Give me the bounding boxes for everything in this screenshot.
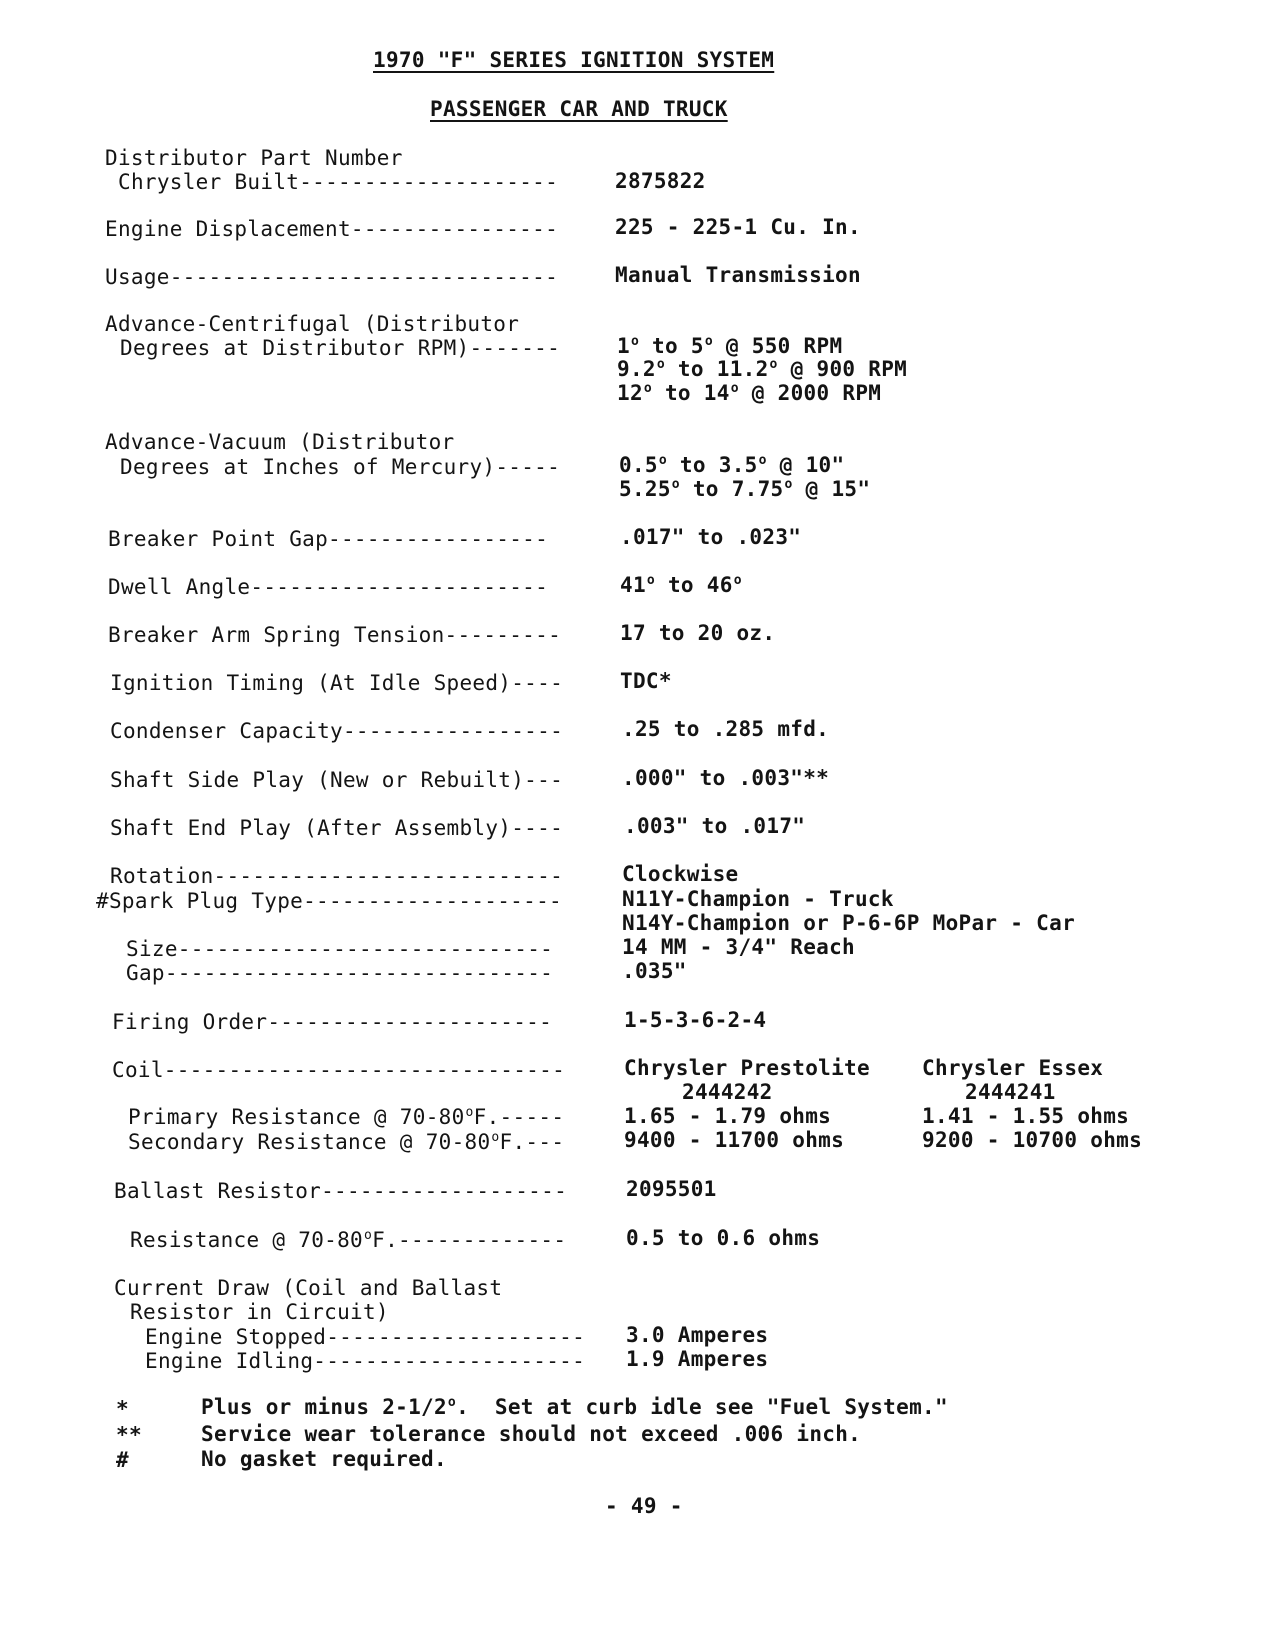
footnote-mark-2: ** xyxy=(116,1423,142,1447)
current-draw-label: Current Draw (Coil and Ballast xyxy=(114,1276,503,1300)
primary-resistance-value-2: 1.41 - 1.55 ohms xyxy=(922,1104,1130,1128)
primary-resistance-value-1: 1.65 - 1.79 ohms xyxy=(624,1104,832,1128)
dwell-label: Dwell Angle----------------------- xyxy=(108,575,549,599)
page-title: 1970 "F" SERIES IGNITION SYSTEM xyxy=(373,48,775,72)
footnote-text-2: Service wear tolerance should not exceed .006 inch. xyxy=(201,1422,862,1446)
end-play-label: Shaft End Play (After Assembly)---- xyxy=(110,816,564,840)
vacuum-label: Advance-Vacuum (Distributor xyxy=(105,430,455,454)
breaker-gap-value: .017" to .023" xyxy=(620,525,802,549)
spark-plug-label: #Spark Plug Type-------------------- xyxy=(96,889,562,913)
current-draw-sub-label: Resistor in Circuit) xyxy=(130,1300,389,1324)
rotation-value: Clockwise xyxy=(622,862,739,886)
spring-value: 17 to 20 oz. xyxy=(620,621,776,645)
centrifugal-value-2: 9.2$^o$ to 11.2$^o$ @ 900 RPM xyxy=(617,357,908,381)
usage-label: Usage------------------------------ xyxy=(105,265,559,289)
engine-stopped-value: 3.0 Amperes xyxy=(626,1323,769,1347)
page-number: - 49 - xyxy=(605,1494,683,1518)
ballast-value: 2095501 xyxy=(626,1177,717,1201)
firing-label: Firing Order---------------------- xyxy=(112,1010,553,1034)
usage-value: Manual Transmission xyxy=(615,263,861,287)
size-value: 14 MM - 3/4" Reach xyxy=(622,935,855,959)
timing-label: Ignition Timing (At Idle Speed)---- xyxy=(110,671,564,695)
condenser-value: .25 to .285 mfd. xyxy=(622,717,830,741)
displacement-label: Engine Displacement---------------- xyxy=(105,217,559,241)
condenser-label: Condenser Capacity----------------- xyxy=(110,719,564,743)
footnote-text-1: Plus or minus 2-1/2$^o$. Set at curb idle see "Fuel System." xyxy=(201,1395,948,1419)
dwell-value: 41$^o$ to 46$^o$ xyxy=(620,573,742,597)
footnote-text-3: No gasket required. xyxy=(201,1447,447,1471)
breaker-gap-label: Breaker Point Gap----------------- xyxy=(108,527,549,551)
gap-value: .035" xyxy=(622,959,687,983)
secondary-resistance-value-1: 9400 - 11700 ohms xyxy=(624,1128,845,1152)
rotation-label: Rotation--------------------------- xyxy=(110,864,564,888)
vacuum-value-2: 5.25$^o$ to 7.75$^o$ @ 15" xyxy=(619,477,871,501)
coil-col1-name: Chrysler Prestolite xyxy=(624,1056,870,1080)
coil-label: Coil------------------------------- xyxy=(112,1058,566,1082)
centrifugal-sub-label: Degrees at Distributor RPM)------- xyxy=(120,336,561,360)
displacement-value: 225 - 225-1 Cu. In. xyxy=(615,215,861,239)
footnote-mark-1: * xyxy=(116,1397,129,1421)
engine-idling-value: 1.9 Amperes xyxy=(626,1347,769,1371)
secondary-resistance-label: Secondary Resistance @ 70-80$^o$F.--- xyxy=(128,1130,565,1154)
timing-value: TDC* xyxy=(620,669,672,693)
end-play-value: .003" to .017" xyxy=(624,814,806,838)
coil-col2-part: 2444241 xyxy=(965,1080,1056,1104)
coil-col2-name: Chrysler Essex xyxy=(922,1056,1104,1080)
side-play-label: Shaft Side Play (New or Rebuilt)--- xyxy=(110,768,564,792)
ballast-resistance-label: Resistance @ 70-80$^o$F.------------- xyxy=(130,1228,567,1252)
side-play-value: .000" to .003"** xyxy=(622,766,830,790)
ballast-resistance-value: 0.5 to 0.6 ohms xyxy=(626,1226,821,1250)
secondary-resistance-value-2: 9200 - 10700 ohms xyxy=(922,1128,1143,1152)
engine-stopped-label: Engine Stopped-------------------- xyxy=(145,1325,586,1349)
size-label: Size----------------------------- xyxy=(126,937,554,961)
distributor-value: 2875822 xyxy=(615,169,706,193)
engine-idling-label: Engine Idling--------------------- xyxy=(145,1349,586,1373)
centrifugal-value-3: 12$^o$ to 14$^o$ @ 2000 RPM xyxy=(617,381,882,405)
centrifugal-value-1: 1$^o$ to 5$^o$ @ 550 RPM xyxy=(617,334,843,358)
spark-plug-value-car: N14Y-Champion or P-6-6P MoPar - Car xyxy=(622,911,1076,935)
gap-label: Gap------------------------------ xyxy=(126,961,554,985)
spring-label: Breaker Arm Spring Tension--------- xyxy=(108,623,562,647)
centrifugal-label: Advance-Centrifugal (Distributor xyxy=(105,312,520,336)
vacuum-value-1: 0.5$^o$ to 3.5$^o$ @ 10" xyxy=(619,453,845,477)
spark-plug-value-truck: N11Y-Champion - Truck xyxy=(622,887,894,911)
distributor-label: Distributor Part Number xyxy=(105,146,403,170)
coil-col1-part: 2444242 xyxy=(682,1080,773,1104)
primary-resistance-label: Primary Resistance @ 70-80$^o$F.----- xyxy=(128,1105,565,1129)
firing-value: 1-5-3-6-2-4 xyxy=(624,1008,767,1032)
page-subtitle: PASSENGER CAR AND TRUCK xyxy=(430,97,728,121)
ballast-label: Ballast Resistor------------------- xyxy=(114,1179,568,1203)
distributor-sub-label: Chrysler Built-------------------- xyxy=(118,170,559,194)
vacuum-sub-label: Degrees at Inches of Mercury)----- xyxy=(120,455,561,479)
footnote-mark-3: # xyxy=(116,1448,129,1472)
